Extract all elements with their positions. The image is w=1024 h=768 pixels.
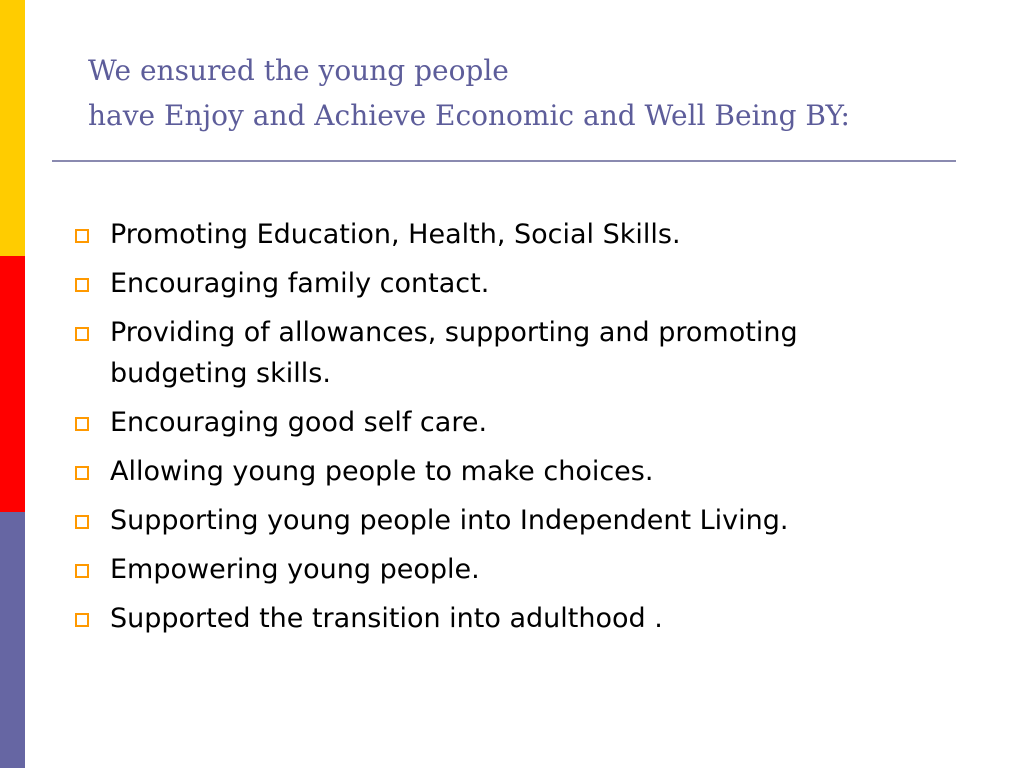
square-bullet-icon — [75, 327, 89, 341]
bullet-text: Encouraging good self care. — [110, 407, 488, 438]
square-bullet-icon — [75, 229, 89, 243]
title-divider — [52, 160, 956, 162]
bullet-item — [72, 451, 892, 492]
square-bullet-icon — [75, 564, 89, 578]
bullet-text: Supporting young people into Independent Living. — [110, 505, 789, 536]
bullet-item — [72, 549, 892, 590]
bullet-item — [72, 263, 892, 304]
slide-title — [88, 48, 988, 138]
bullet-text: Supported the transition into adulthood . — [110, 603, 663, 634]
bullet-text: Providing of allowances, supporting and promoting budgeting skills. — [110, 317, 798, 389]
bullet-text: Encouraging family contact. — [110, 268, 490, 299]
title-line-2: have Enjoy and Achieve Economic and Well Being BY: — [88, 99, 850, 132]
square-bullet-icon — [75, 278, 89, 292]
bullet-item — [72, 500, 892, 541]
bullet-item — [72, 312, 892, 394]
bullet-text: Allowing young people to make choices. — [110, 456, 654, 487]
accent-bar-red — [0, 256, 25, 512]
accent-bar-yellow — [0, 0, 25, 256]
bullet-text: Promoting Education, Health, Social Skills. — [110, 219, 681, 250]
title-line-1: We ensured the young people — [88, 54, 509, 87]
bullet-item — [72, 214, 892, 255]
square-bullet-icon — [75, 417, 89, 431]
bullet-list — [72, 214, 892, 647]
accent-bar-blue — [0, 512, 25, 768]
square-bullet-icon — [75, 613, 89, 627]
square-bullet-icon — [75, 515, 89, 529]
bullet-item — [72, 402, 892, 443]
square-bullet-icon — [75, 466, 89, 480]
bullet-item — [72, 598, 892, 639]
bullet-text: Empowering young people. — [110, 554, 480, 585]
